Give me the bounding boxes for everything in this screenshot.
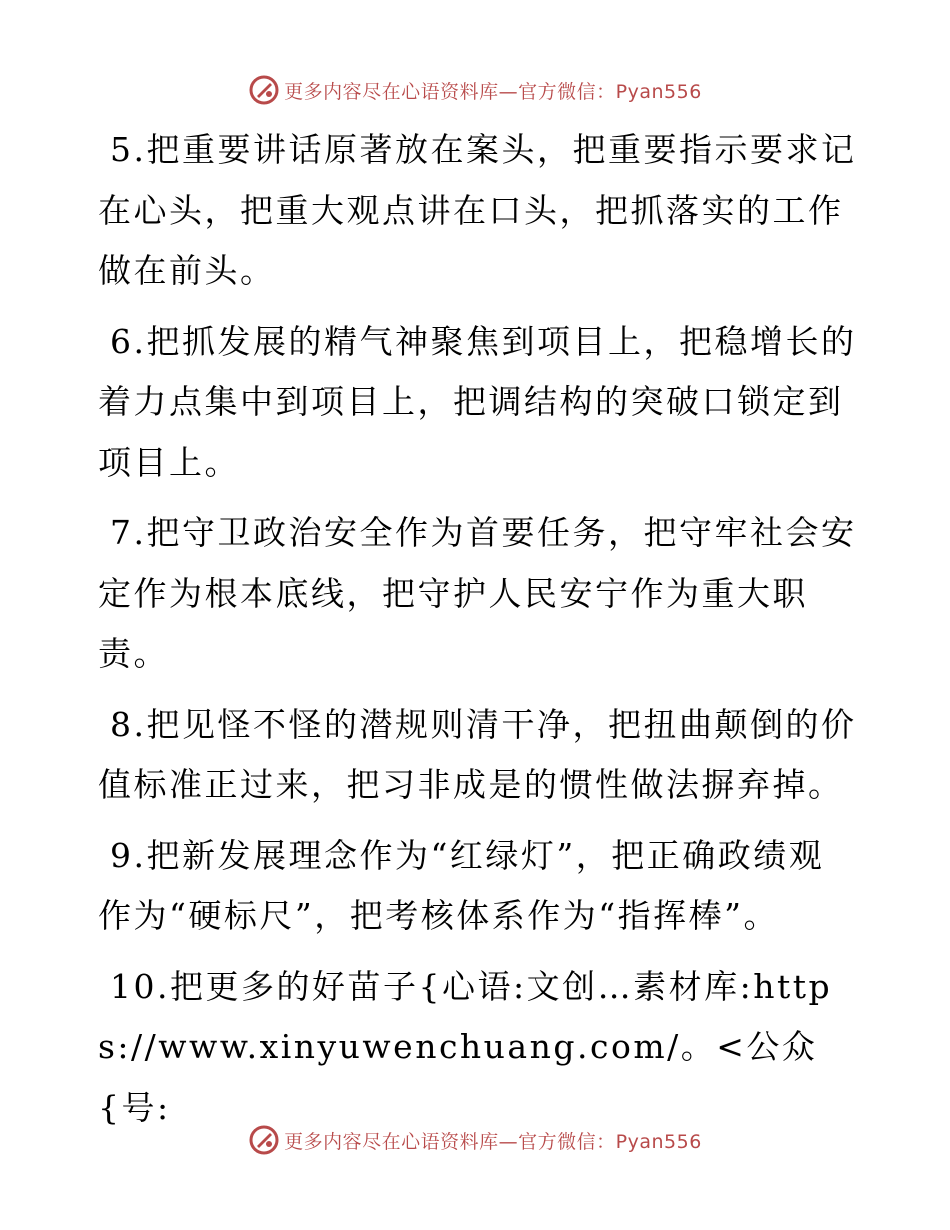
document-body — [98, 120, 858, 1148]
paragraph-8: 8.把见怪不怪的潜规则清干净，把扭曲颠倒的价值标准正过来，把习非成是的惯性做法摒弃掉。 — [98, 704, 857, 804]
logo-icon — [248, 74, 280, 106]
paragraph-6: 6.把抓发展的精气神聚焦到项目上，把稳增长的着力点集中到项目上，把调结构的突破口锁定到项目上。 — [98, 321, 857, 482]
banner-text — [284, 1127, 702, 1154]
banner-text — [284, 77, 702, 104]
banner-dash: — — [498, 80, 519, 103]
banner-contact-text: 官方微信：Pyan556 — [518, 80, 702, 103]
banner-main-text: 更多内容尽在心语资料库 — [284, 80, 499, 103]
banner-main-text: 更多内容尽在心语资料库 — [284, 1130, 499, 1153]
banner-contact-text: 官方微信：Pyan556 — [518, 1130, 702, 1153]
paragraph-5: 5.把重要讲话原著放在案头，把重要指示要求记在心头，把重大观点讲在口头，把抓落实的工作做在前头。 — [98, 130, 857, 290]
paragraph-7: 7.把守卫政治安全作为首要任务，把守牢社会安定作为根本底线，把守护人民安宁作为重大职责。 — [98, 513, 857, 673]
banner-dash: — — [498, 1130, 519, 1153]
logo-icon — [248, 1124, 280, 1156]
page-footer-banner — [0, 1120, 950, 1160]
paragraph-9: 9.把新发展理念作为“红绿灯”，把正确政绩观作为“硬标尺”，把考核体系作为“指挥棒”。 — [98, 835, 825, 935]
page-header-banner — [0, 70, 950, 110]
paragraph-10: 10.把更多的好苗子{心语:文创…素材库:https://www.xinyuwenchuang.com/。<公众{号: — [98, 966, 833, 1127]
